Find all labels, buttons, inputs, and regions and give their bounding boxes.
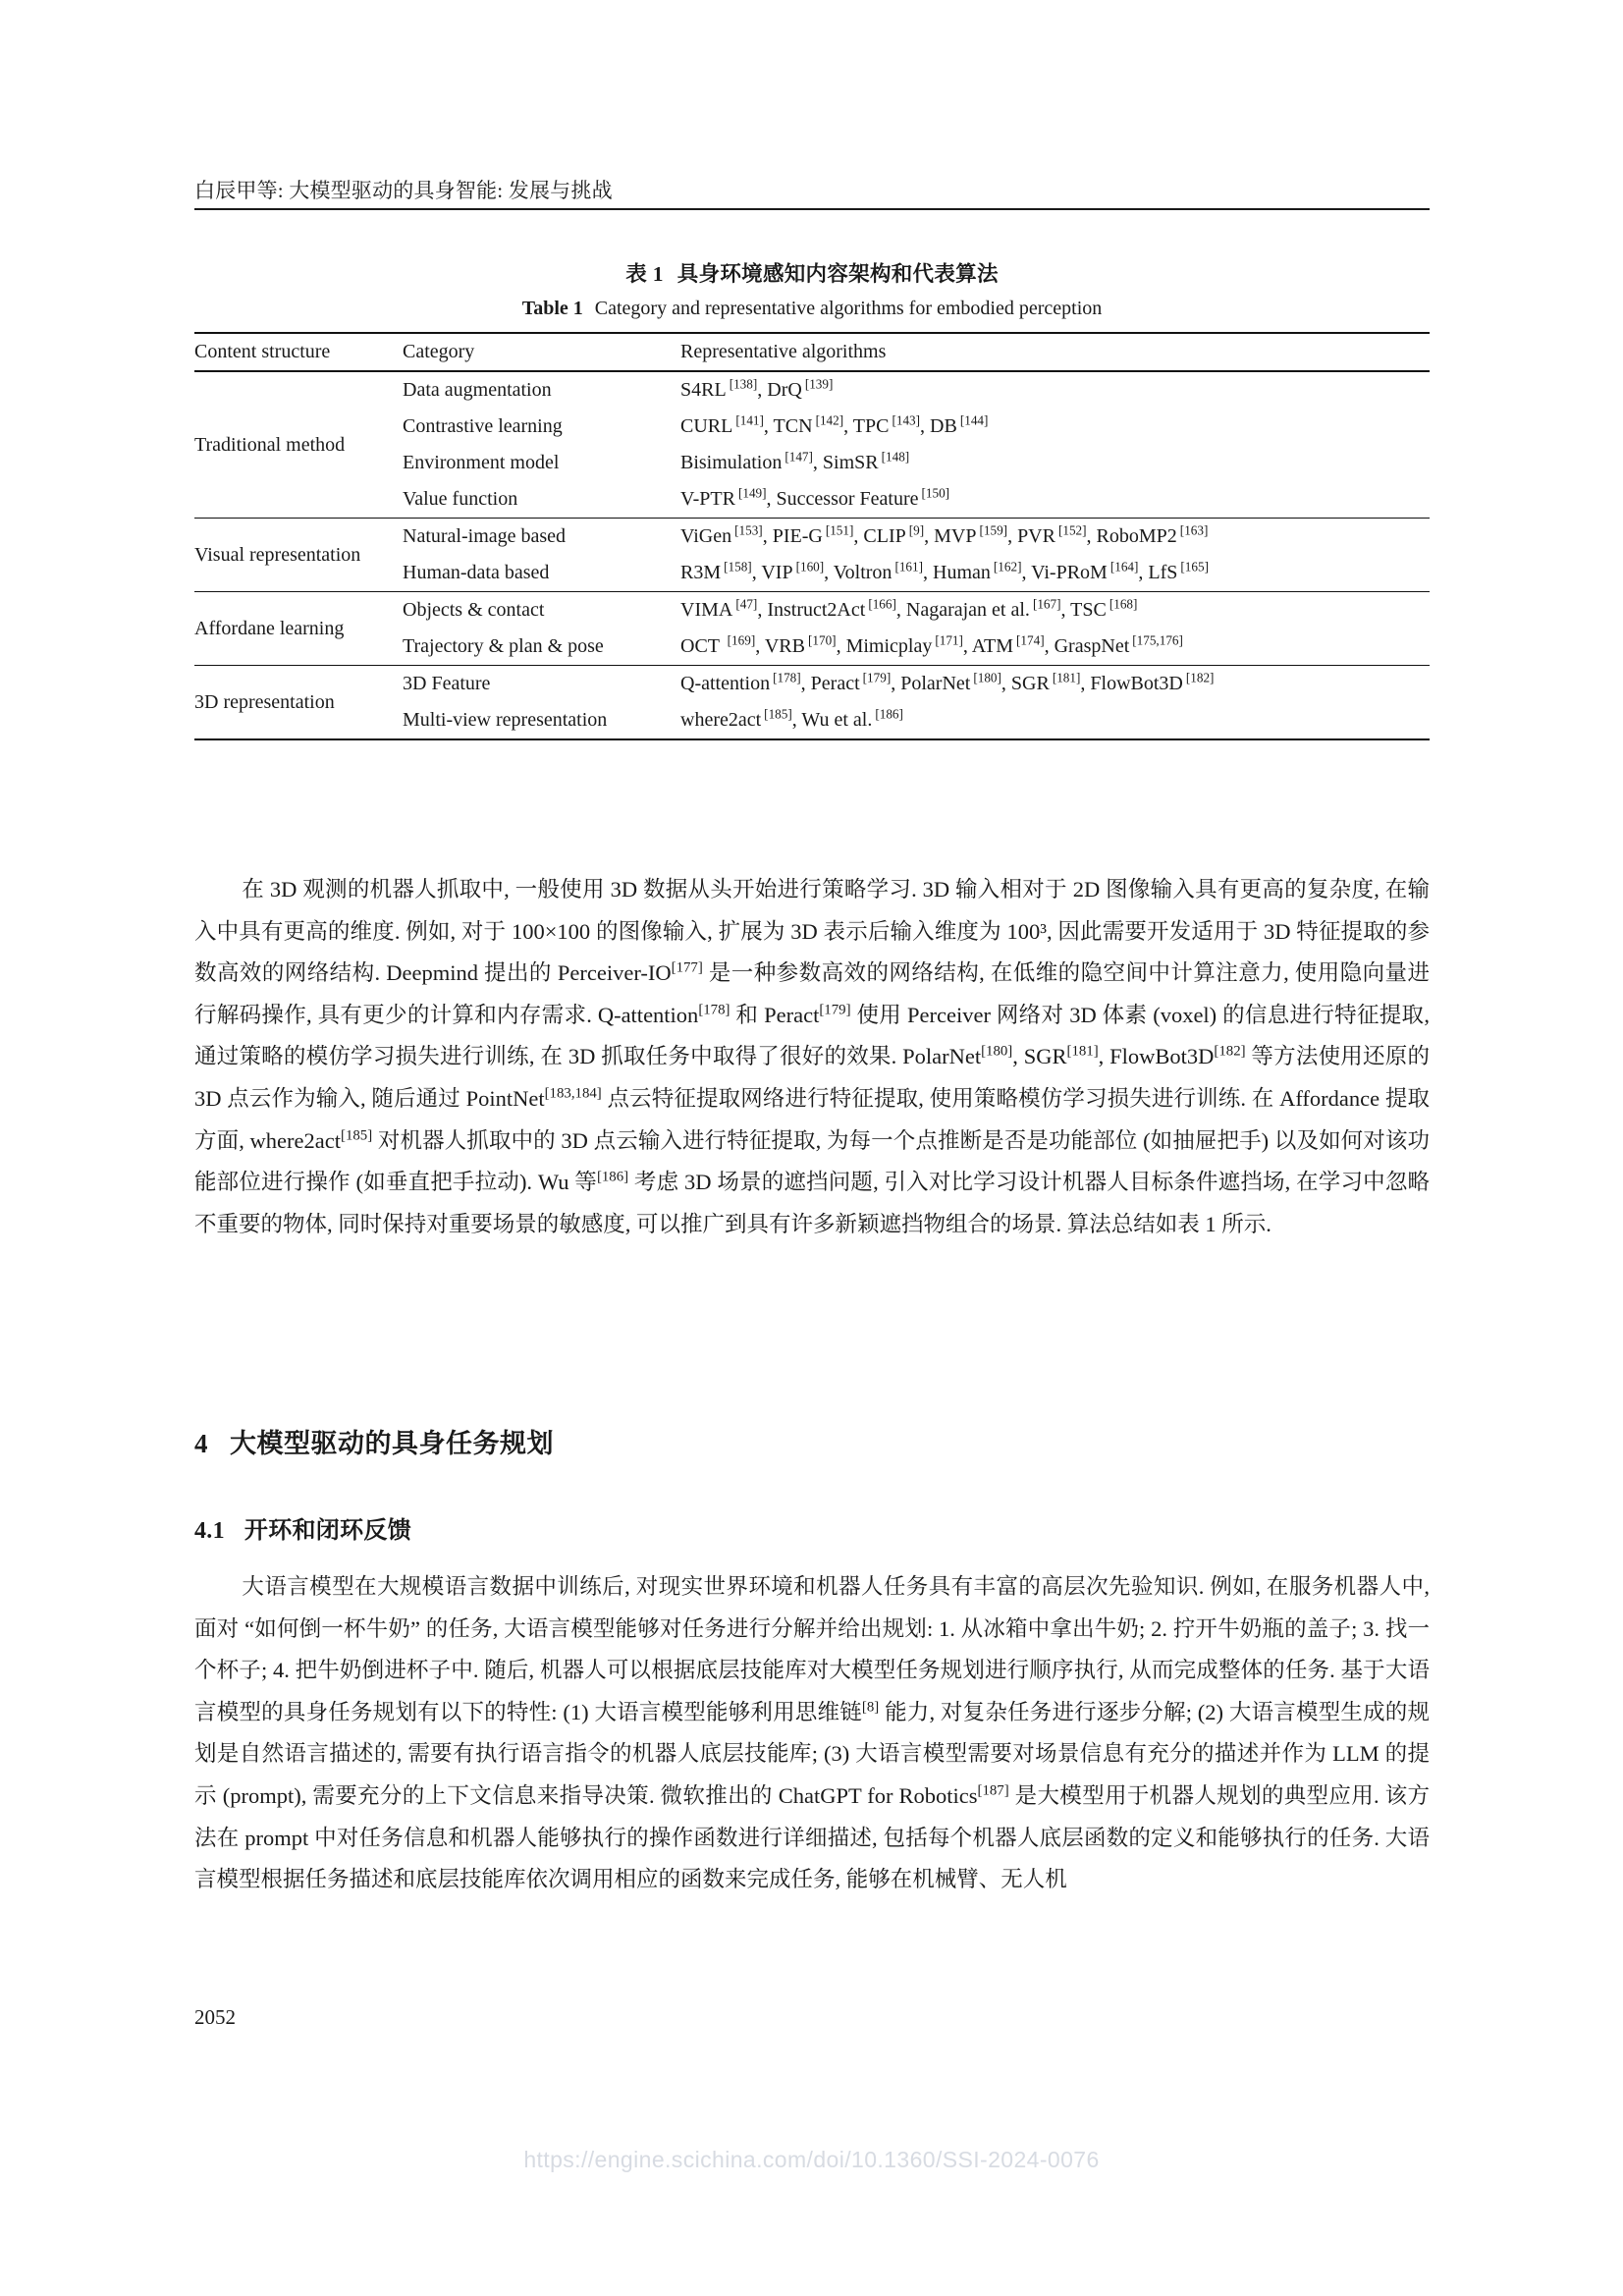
doi-watermark: https://engine.scichina.com/doi/10.1360/SSI-2024-0076 — [523, 2147, 1100, 2172]
citation-ref: [148] — [881, 449, 910, 465]
citation-ref: [187] — [977, 1782, 1009, 1799]
paragraph-2-text: 大语言模型在大规模语言数据中训练后, 对现实世界环境和机器人任务具有丰富的高层次先验知识. 例如, 在服务机器人中, 面对 “如何倒一杯牛奶” 的任务, 大语言模型能够对任务进行分解并给出规划: 1. 从冰箱中拿出牛奶; 2. 拧开牛奶瓶的盖子; 3. 找一个杯子; 4. 把牛奶倒进杯子中. 随后, 机器人可以根据底层技能库对大模型任务规划进行顺序执行, 从而完成整体的任务. 基于大语言模型的具身任务规划有以下的特性: (1) 大语言模型能够利用思维链[8] 能力, 对复杂任务进行逐步分解; (2) 大语言模型生成的规划是自然语言描述的, 需要有执行语言指令的机器人底层技能库; (3) 大语言模型需要对场景信息有充分的描述并作为 LLM 的提示 (prompt), 需要充分的上下文信息来指导决策. 微软推出的 ChatGPT for Robotics[187] 是大模型用于机器人规划的典型应用. 该方法在 prompt 中对任务信息和机器人能够执行的操作函数进行详细描述, 包括每个机器人底层函数的定义和能够执行的任务. 大语言模型根据任务描述和底层技能库依次调用相应的函数来完成任务, 能够在机械臂、无人机 — [194, 1574, 1430, 1892]
cell-content-structure: Affordane learning — [194, 592, 403, 666]
citation-ref: [147] — [784, 449, 813, 465]
citation-ref: [170] — [807, 632, 837, 648]
cell-content-structure: Traditional method — [194, 371, 403, 519]
citation-ref: [169] — [727, 632, 756, 648]
citation-ref: [183,184] — [544, 1085, 602, 1102]
cell-algorithms: ViGen [153], PIE-G [151], CLIP [9], MVP [159], PVR [152], RoboMP2 [163] — [680, 519, 1430, 556]
column-header-content-structure: Content structure — [194, 333, 403, 371]
paragraph-task-planning — [194, 1566, 1430, 1901]
citation-ref: [178] — [773, 670, 801, 685]
citation-ref: [168] — [1109, 596, 1138, 612]
citation-ref: [186] — [596, 1169, 629, 1185]
citation-ref: [162] — [993, 559, 1022, 574]
cell-algorithms: Bisimulation [147], SimSR [148] — [680, 449, 910, 473]
citation-ref: [152] — [1057, 522, 1087, 538]
citation-ref: [179] — [819, 1002, 851, 1018]
paragraph-1-text: 在 3D 观测的机器人抓取中, 一般使用 3D 数据从头开始进行策略学习. 3D 输入相对于 2D 图像输入具有更高的复杂度, 在输入中具有更高的维度. 例如, 对于 100×100 的图像输入, 扩展为 3D 表示后输入维度为 100³, 因此需要开发适用于 3D 特征提取的参数高效的网络结构. Deepmind 提出的 Perceiver-IO[177] 是一种参数高效的网络结构, 在低维的隐空间中计算注意力, 使用隐向量进行解码操作, 具有更少的计算和内存需求. Q-attention[178] 和 Peract[179] 使用 Perceiver 网络对 3D 体素 (voxel) 的信息进行特征提取, 通过策略的模仿学习损失进行训练, 在 3D 抓取任务中取得了很好的效果. PolarNet[180], SGR[181], FlowBot3D[182] 等方法使用还原的 3D 点云作为输入, 随后通过 PointNet[183,184] 点云特征提取网络进行特征提取, 使用策略模仿学习损失进行训练. 在 Affordance 提取方面, where2act[185] 对机器人抓取中的 3D 点云输入进行特征提取, 为每一个点推断是否是功能部位 (如抽屉把手) 以及如何对该功能部位进行操作 (如垂直把手拉动). Wu 等[186] 考虑 3D 场景的遮挡问题, 引入对比学习设计机器人目标条件遮挡场, 在学习中忽略不重要的物体, 同时保持对重要场景的敏感度, 可以推广到具有许多新颖遮挡物组合的场景. 算法总结如表 1 所示. — [194, 877, 1430, 1236]
citation-ref: [153] — [734, 522, 763, 538]
citation-ref: [164] — [1109, 559, 1139, 574]
subsection-title: 开环和闭环反馈 — [243, 1517, 412, 1544]
table-caption-en-text: Category and representative algorithms for embodied perception — [594, 298, 1103, 319]
subsection-number: 4.1 — [194, 1518, 225, 1544]
perception-table — [194, 332, 1430, 741]
table-row — [194, 666, 1430, 703]
cell-algorithms: CURL [141], TCN [142], TPC [143], DB [144] — [680, 412, 989, 437]
paragraph-3d-perception — [194, 869, 1430, 1245]
cell-algorithms: VIMA [47], Instruct2Act [166], Nagarajan et al. [167], TSC [168] — [680, 592, 1430, 629]
citation-ref: [177] — [671, 959, 703, 976]
section-heading-4 — [194, 1422, 554, 1460]
citation-ref: [180] — [981, 1043, 1013, 1060]
table-caption-chinese — [194, 257, 1430, 288]
citation-ref: [144] — [959, 412, 989, 428]
citation-ref: [163] — [1179, 522, 1209, 538]
cell-category: Contrastive learning — [403, 415, 563, 437]
cell-category: Trajectory & plan & pose — [403, 635, 604, 657]
citation-ref: [149] — [737, 485, 767, 501]
cell-content-structure: 3D representation — [194, 666, 403, 740]
cell-category: Value function — [403, 488, 518, 510]
table-caption-cn-text: 具身环境感知内容架构和代表算法 — [676, 262, 999, 286]
citation-ref: [181] — [1052, 670, 1081, 685]
table-row — [194, 592, 1430, 629]
citation-ref: [139] — [804, 376, 834, 392]
table-header-row — [194, 333, 1430, 371]
section-number: 4 — [194, 1429, 208, 1458]
citation-ref: [178] — [698, 1002, 730, 1018]
table-head — [194, 333, 1430, 371]
running-head: 白辰甲等: 大模型驱动的具身智能: 发展与挑战 — [194, 179, 613, 202]
citation-ref: [8] — [861, 1699, 880, 1716]
cell-content-structure: Visual representation — [194, 519, 403, 592]
table-body — [194, 371, 1430, 741]
citation-ref: [179] — [862, 670, 892, 685]
citation-ref: [138] — [729, 376, 758, 392]
column-header-category: Category — [403, 333, 680, 371]
subsection-heading-4-1 — [194, 1510, 411, 1545]
citation-ref: [182] — [1214, 1043, 1246, 1060]
cell-category: Data augmentation — [403, 371, 680, 409]
table-row — [194, 519, 1430, 556]
cell-category: 3D Feature — [403, 666, 680, 703]
citation-ref: [159] — [979, 522, 1008, 538]
citation-ref: [180] — [973, 670, 1001, 685]
citation-ref: [166] — [868, 596, 896, 612]
citation-ref: [165] — [1180, 559, 1209, 574]
citation-ref: [161] — [894, 559, 924, 574]
citation-ref: [141] — [735, 412, 764, 428]
cell-category: Human-data based — [403, 562, 550, 583]
cell-category: Natural-image based — [403, 519, 680, 556]
cell-algorithms: OCT [169], VRB [170], Mimicplay [171], ATM [174], GraspNet [175,176] — [680, 632, 1183, 657]
citation-ref: [167] — [1032, 596, 1061, 612]
cell-algorithms: where2act [185], Wu et al. [186] — [680, 706, 903, 731]
citation-ref: [186] — [875, 706, 903, 722]
cell-category: Environment model — [403, 452, 560, 473]
citation-ref: [175,176] — [1132, 632, 1183, 648]
citation-ref: [142] — [815, 412, 844, 428]
cell-category: Multi-view representation — [403, 709, 608, 731]
page-number: 2052 — [194, 2005, 236, 2029]
cell-algorithms: V-PTR [149], Successor Feature [150] — [680, 485, 950, 510]
citation-ref: [171] — [935, 632, 963, 648]
citation-ref: [151] — [825, 522, 854, 538]
table-caption-cn-label: 表 1 — [625, 262, 664, 286]
citation-ref: [182] — [1185, 670, 1215, 685]
table-bottom-rule — [194, 739, 1430, 741]
bottom-rule-cell — [194, 739, 1430, 741]
citation-ref: [150] — [921, 485, 950, 501]
citation-ref: [9] — [908, 522, 925, 538]
citation-ref: [47] — [735, 596, 758, 612]
citation-ref: [174] — [1016, 632, 1045, 648]
table-row — [194, 371, 1430, 409]
table-1-block — [194, 257, 1430, 741]
section-title: 大模型驱动的具身任务规划 — [230, 1429, 554, 1458]
cell-algorithms: Q-attention [178], Peract [179], PolarNet [180], SGR [181], FlowBot3D [182] — [680, 666, 1430, 703]
table-caption-en-label: Table 1 — [521, 298, 583, 319]
citation-ref: [160] — [795, 559, 825, 574]
column-header-algorithms: Representative algorithms — [680, 333, 1430, 371]
citation-ref: [185] — [764, 706, 792, 722]
table-caption-english — [194, 298, 1430, 320]
citation-ref: [158] — [724, 559, 752, 574]
citation-ref: [185] — [341, 1127, 373, 1144]
running-head-rule — [194, 208, 1430, 210]
citation-ref: [181] — [1066, 1043, 1099, 1060]
cell-algorithms: S4RL [138], DrQ [139] — [680, 371, 1430, 409]
cell-algorithms: R3M [158], VIP [160], Voltron [161], Human [162], Vi-PRoM [164], LfS [165] — [680, 559, 1209, 583]
citation-ref: [143] — [892, 412, 921, 428]
cell-category: Objects & contact — [403, 592, 680, 629]
